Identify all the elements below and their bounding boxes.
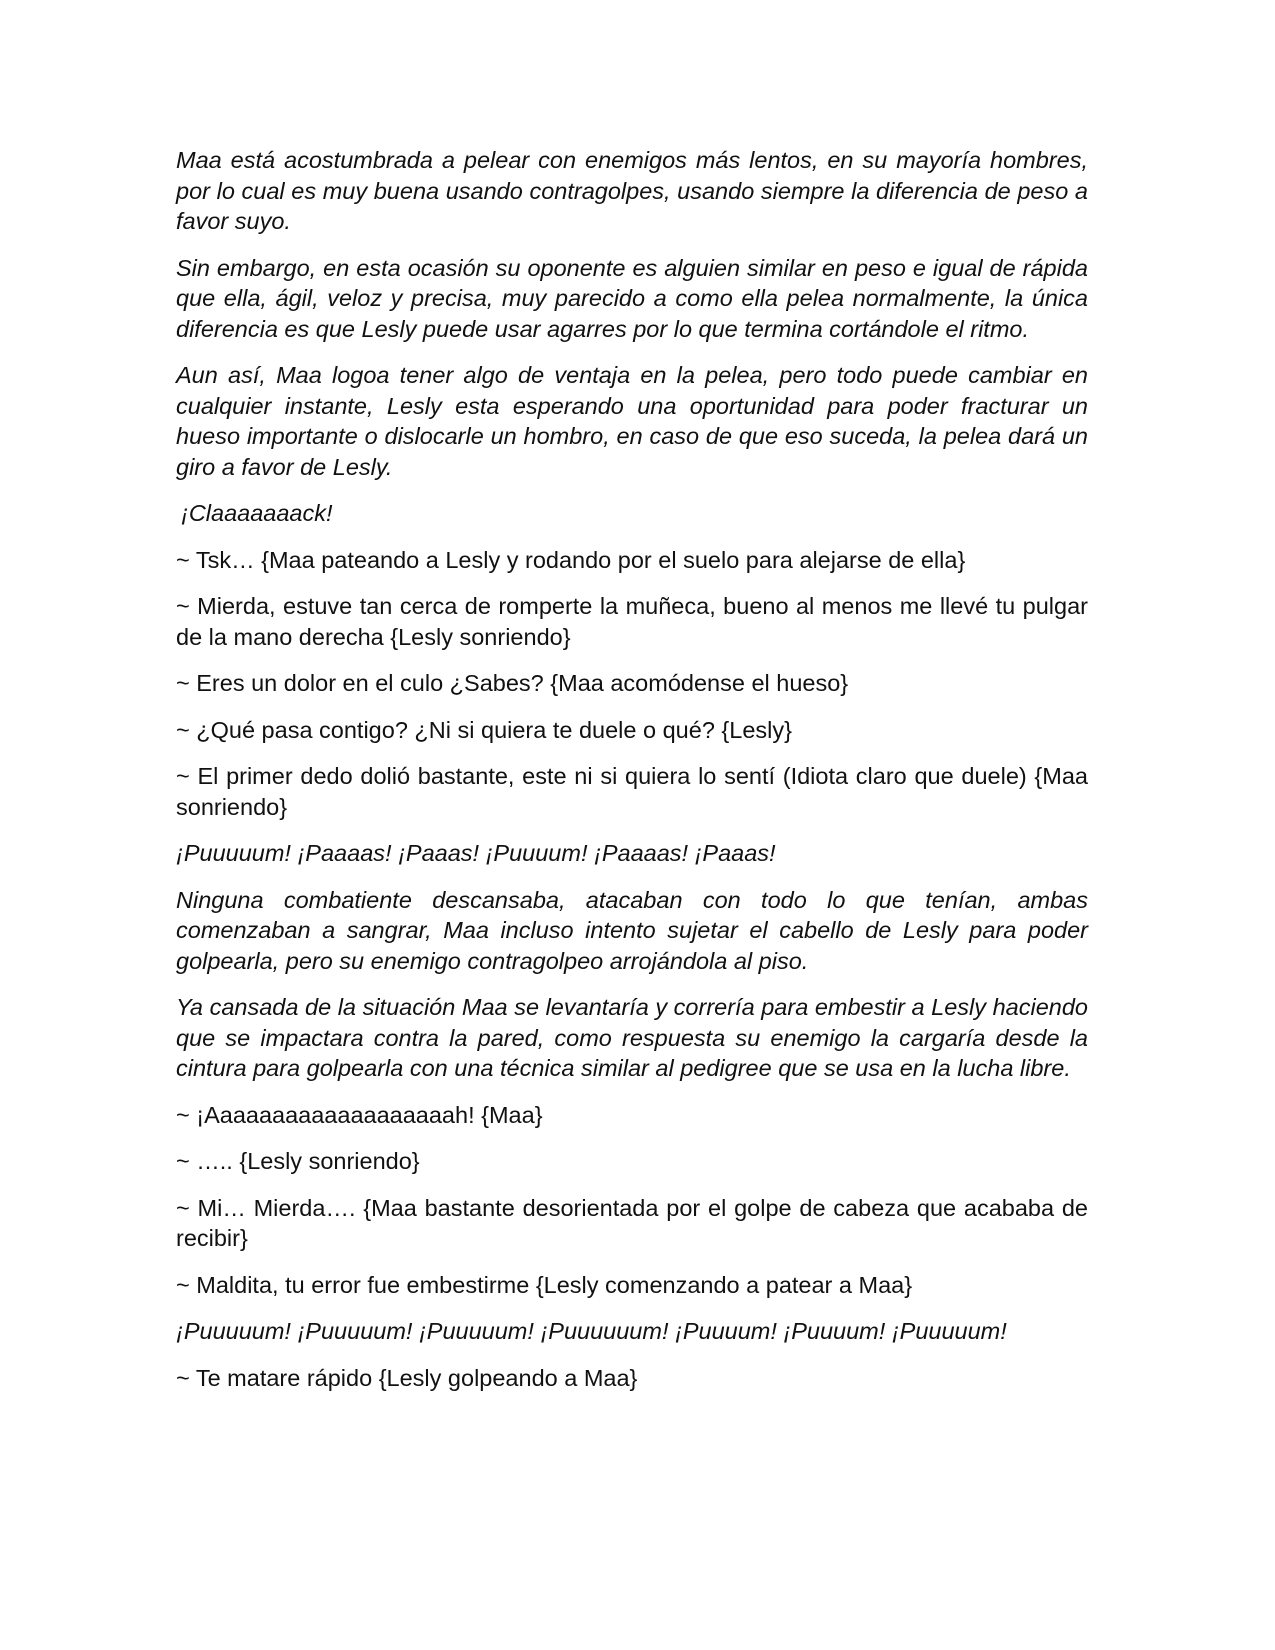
narration-paragraph: Maa está acostumbrada a pelear con enemigos más lentos, en su mayoría hombres, por lo cual es muy buena usando contragolpes, usando siempre la diferencia de peso a favor suyo. <box>176 147 1088 234</box>
dialogue-line: ~ Te matare rápido {Lesly golpeando a Maa} <box>176 1364 638 1391</box>
sound-effect-line: ¡Puuuuum! ¡Puuuuum! ¡Puuuuum! ¡Puuuuuum! ¡Puuuum! ¡Puuuum! ¡Puuuuum! <box>176 1318 1007 1344</box>
document-body <box>176 145 1088 1409</box>
dialogue-line: ~ Eres un dolor en el culo ¿Sabes? {Maa acomódense el hueso} <box>176 670 849 696</box>
sound-effect-line: ¡Claaaaaaack! <box>181 500 333 526</box>
dialogue-line: ~ Tsk… {Maa pateando a Lesly y rodando por el suelo para alejarse de ella} <box>176 546 966 573</box>
narration-paragraph: Ninguna combatiente descansaba, atacaban con todo lo que tenían, ambas comenzaban a sangrar, Maa incluso intento sujetar el cabello de Lesly para poder golpearla, pero su enemigo contragolpeo arrojándola al piso. <box>176 886 1088 974</box>
dialogue-line: ~ ¡Aaaaaaaaaaaaaaaaaaah! {Maa} <box>176 1101 543 1128</box>
narration-paragraph: Aun así, Maa logoa tener algo de ventaja en la pelea, pero todo puede cambiar en cualquier instante, Lesly esta esperando una oportunidad para poder fracturar un hueso importante o dislocarle un hombro, en caso de que eso suceda, la pelea dará un giro a favor de Lesly. <box>176 362 1088 480</box>
dialogue-line: ~ ….. {Lesly sonriendo} <box>176 1148 420 1174</box>
dialogue-line: ~ Mierda, estuve tan cerca de romperte la muñeca, bueno al menos me llevé tu pulgar de la mano derecha {Lesly sonriendo} <box>176 593 1088 650</box>
narration-paragraph: Ya cansada de la situación Maa se levantaría y correría para embestir a Lesly haciendo que se impactara contra la pared, como respuesta su enemigo la cargaría desde la cintura para golpearla con una técnica similar al pedigree que se usa en la lucha libre. <box>176 994 1088 1081</box>
dialogue-line: ~ Mi… Mierda…. {Maa bastante desorientada por el golpe de cabeza que acababa de recibir} <box>176 1194 1088 1251</box>
sound-effect-line: ¡Puuuuum! ¡Paaaas! ¡Paaas! ¡Puuuum! ¡Paaaas! ¡Paaas! <box>176 840 776 866</box>
dialogue-line: ~ ¿Qué pasa contigo? ¿Ni si quiera te duele o qué? {Lesly} <box>176 716 792 743</box>
dialogue-line: ~ El primer dedo dolió bastante, este ni si quiera lo sentí (Idiota claro que duele) {Maa sonriendo} <box>176 763 1088 820</box>
narration-paragraph: Sin embargo, en esta ocasión su oponente es alguien similar en peso e igual de rápida que ella, ágil, veloz y precisa, muy parecido a como ella pelea normalmente, la única diferencia es que Lesly puede usar agarres por lo que termina cortándole el ritmo. <box>176 254 1088 342</box>
dialogue-line: ~ Maldita, tu error fue embestirme {Lesly comenzando a patear a Maa} <box>176 1271 913 1298</box>
